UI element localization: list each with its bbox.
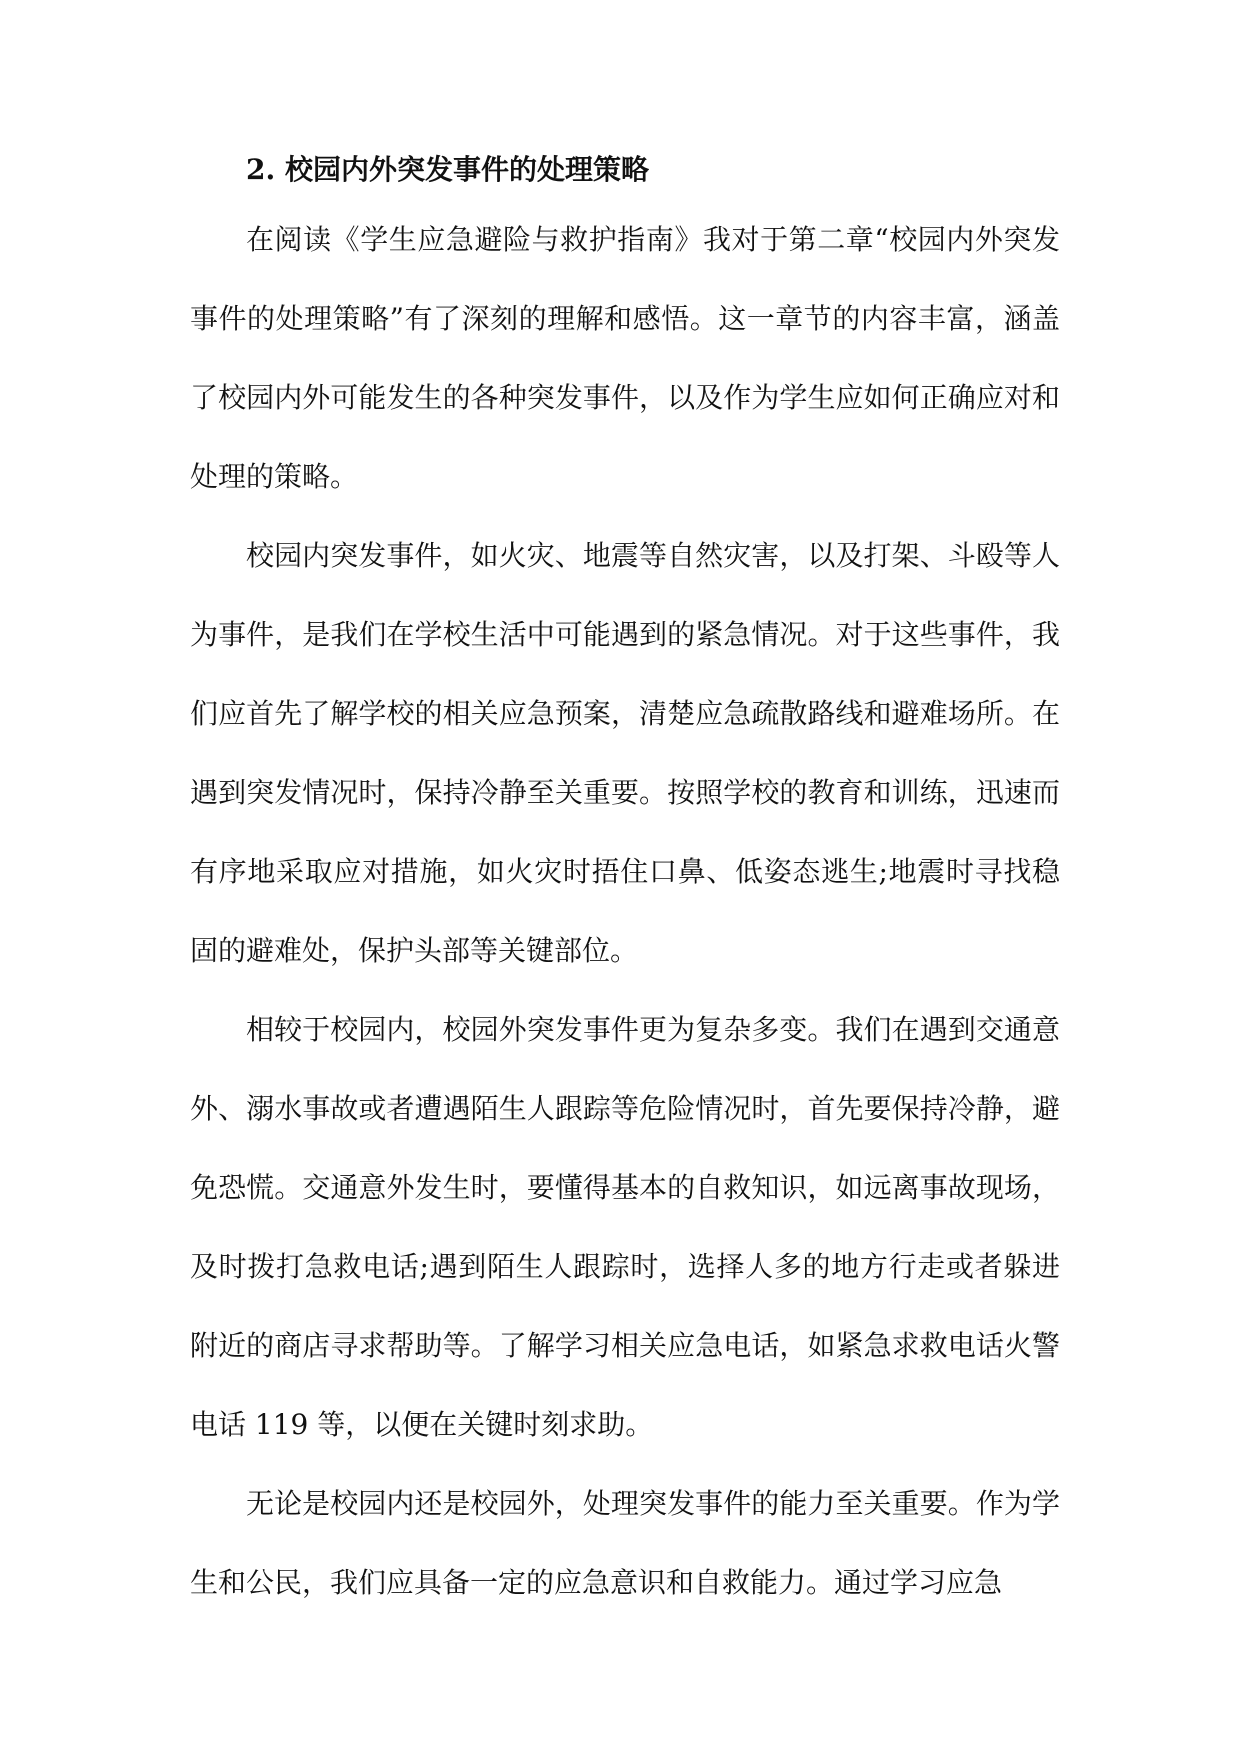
document-body bbox=[190, 140, 1060, 1622]
section-heading: 2. 校园内外突发事件的处理策略 bbox=[246, 153, 649, 186]
paragraph-1: 在阅读《学生应急避险与救护指南》我对于第二章“校园内外突发事件的处理策略”有了深刻的理解和感悟。这一章节的内容丰富，涵盖了校园内外可能发生的各种突发事件，以及作为学生应如何正确应对和处理的策略。 bbox=[190, 223, 1060, 493]
paragraph-3: 相较于校园内，校园外突发事件更为复杂多变。我们在遇到交通意外、溺水事故或者遭遇陌生人跟踪等危险情况时，首先要保持冷静，避免恐慌。交通意外发生时，要懂得基本的自救知识，如远离事故现场，及时拨打急救电话;遇到陌生人跟踪时，选择人多的地方行走或者躲进附近的商店寻求帮助等。了解学习相关应急电话，如紧急求救电话火警电话 119 等，以便在关键时刻求助。 bbox=[190, 1013, 1060, 1441]
paragraph-2: 校园内突发事件，如火灾、地震等自然灾害，以及打架、斗殴等人为事件，是我们在学校生活中可能遇到的紧急情况。对于这些事件，我们应首先了解学校的相关应急预案，清楚应急疏散路线和避难场所。在遇到突发情况时，保持冷静至关重要。按照学校的教育和训练，迅速而有序地采取应对措施，如火灾时捂住口鼻、低姿态逃生;地震时寻找稳固的避难处，保护头部等关键部位。 bbox=[190, 539, 1060, 967]
paragraph-4: 无论是校园内还是校园外，处理突发事件的能力至关重要。作为学生和公民，我们应具备一定的应急意识和自救能力。通过学习应急 bbox=[190, 1487, 1060, 1599]
